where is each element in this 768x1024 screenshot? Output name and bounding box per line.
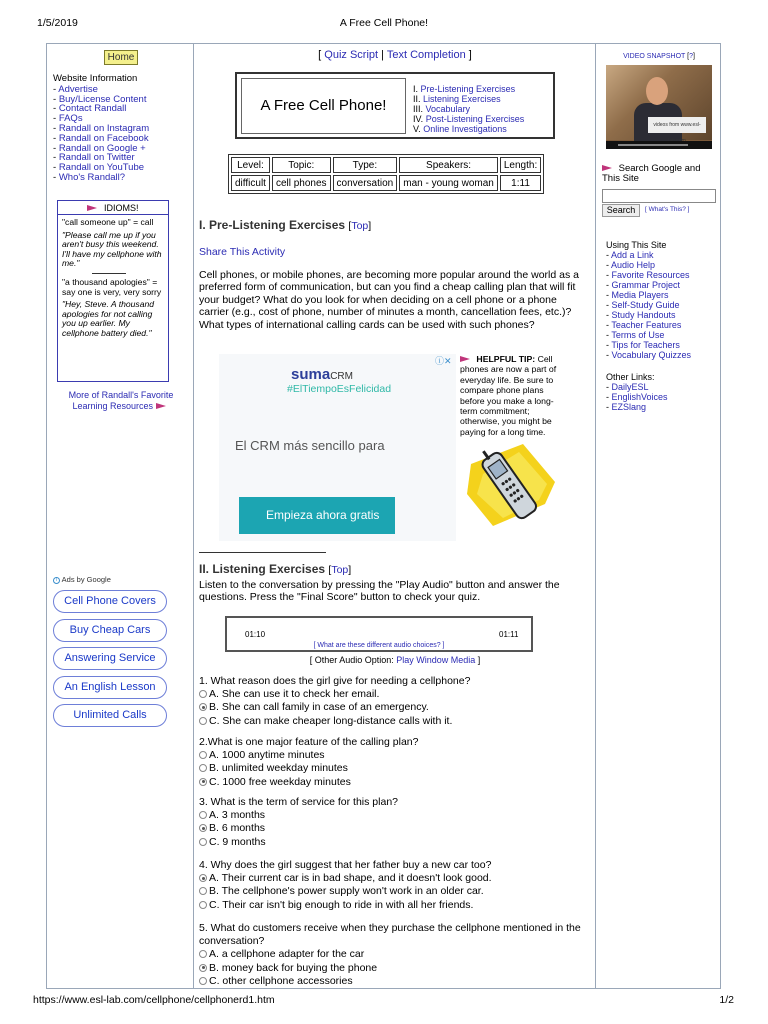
crm-brand-b: CRM	[330, 371, 353, 382]
toc-item	[413, 114, 524, 124]
search-label	[602, 164, 720, 184]
website-info-link[interactable]: Who's Randall?	[58, 171, 126, 183]
helpful-tip-text: Cell phones are now a part of everyday life. Be sure to compare phone plans before you make a long-term commitment; otherwise, you might be paying for a long time.	[460, 354, 557, 437]
top-link[interactable]: Top	[351, 220, 369, 232]
home-button[interactable]: Home	[104, 50, 138, 65]
using-site-item: - Vocabulary Quizzes	[606, 350, 692, 360]
website-info-links	[53, 85, 191, 183]
idiom-example: "Hey, Steve. A thousand apologies for not calling you up earlier. My cellphone battery died."	[62, 299, 155, 338]
section-pre-listening-title	[199, 218, 371, 232]
answer-option-text: A. She can use it to check her email.	[209, 688, 380, 701]
title-box	[235, 72, 555, 139]
other-link-item: - DailyESL	[606, 382, 649, 392]
answer-option-text: C. other cellphone accessories	[209, 974, 353, 987]
question-text: 2.What is one major feature of the calling plan?	[199, 736, 419, 748]
crm-logo	[291, 366, 353, 383]
main-content	[195, 44, 595, 988]
website-info-item: - Randall on Facebook	[53, 132, 149, 144]
website-info-link[interactable]: Randall on YouTube	[58, 162, 145, 174]
answer-option-text: C. 9 months	[209, 835, 266, 848]
info-value-cell: cell phones	[272, 175, 331, 191]
website-info-link[interactable]: Randall on Facebook	[58, 132, 149, 144]
using-this-site-title: Using This Site	[606, 240, 667, 250]
info-header-cell: Speakers:	[399, 157, 498, 173]
text-completion-link[interactable]: Text Completion	[386, 49, 466, 61]
info-value-cell: 1:11	[500, 175, 541, 191]
using-site-link[interactable]: Add a Link	[611, 250, 654, 260]
video-snapshot-title: VIDEO SNAPSHOT [?]	[623, 53, 695, 60]
answer-option[interactable]	[199, 948, 589, 961]
other-links-title: Other Links:	[606, 372, 655, 382]
website-info-link[interactable]: Randall on Instagram	[58, 122, 150, 134]
website-info-item: - Who's Randall?	[53, 171, 126, 183]
using-site-link[interactable]: Grammar Project	[611, 280, 681, 290]
website-info-item: - Randall on Google +	[53, 142, 146, 154]
info-value-cell: difficult	[231, 175, 270, 191]
website-info-link[interactable]: Contact Randall	[58, 103, 127, 115]
answer-radio[interactable]	[199, 690, 207, 698]
answer-option[interactable]	[199, 715, 589, 728]
video-snapshot-label[interactable]: VIDEO SNAPSHOT	[623, 53, 686, 60]
idioms-header	[58, 201, 168, 215]
print-footer	[0, 994, 768, 1008]
table-of-contents	[413, 84, 524, 134]
section-title-text: II. Listening Exercises	[199, 562, 326, 576]
answer-radio[interactable]	[199, 838, 207, 846]
quiz-question	[199, 796, 589, 849]
idiom-example: "Please call me up if you aren't busy this weekend. I'll have my cellphone with me."	[62, 229, 162, 269]
website-info-link[interactable]: Randall on Google +	[58, 142, 146, 154]
answer-option[interactable]	[199, 776, 589, 789]
section-title-text: I. Pre-Listening Exercises	[199, 218, 346, 232]
info-value-cell: conversation	[333, 175, 398, 191]
toc-link[interactable]: Vocabulary	[425, 104, 471, 114]
answer-radio[interactable]	[199, 977, 207, 985]
answer-option-text: B. The cellphone's power supply won't work in an older car.	[209, 885, 484, 898]
ad-link-button[interactable]: Unlimited Calls	[53, 704, 167, 727]
using-site-item: - Terms of Use	[606, 330, 665, 340]
listen-instructions: Listen to the conversation by pressing the "Play Audio" button and answer the questions. Press the "Final Score" button to check your quiz.	[199, 579, 560, 604]
nav-bracket-close: ]	[465, 49, 472, 61]
video-progress-track[interactable]	[618, 144, 688, 146]
other-audio-option	[195, 655, 595, 665]
print-title: A Free Cell Phone!	[339, 17, 429, 29]
toc-link[interactable]: Pre-Listening Exercises	[420, 84, 516, 94]
search-input[interactable]	[602, 189, 716, 203]
question-text: 3. What is the term of service for this plan?	[199, 796, 398, 808]
ad-link-button[interactable]: Answering Service	[53, 647, 167, 670]
crm-headline: El CRM más sencillo para	[235, 438, 385, 453]
answer-option[interactable]	[199, 872, 589, 885]
video-sign: videos from www.esl-	[648, 117, 706, 133]
website-info-link[interactable]: Buy/License Content	[58, 93, 147, 105]
more-resources-label[interactable]: More of Randall's Favorite Learning Resources	[68, 390, 174, 411]
search-label-text: Search Google and This Site	[602, 163, 701, 184]
website-info	[53, 74, 191, 183]
info-header-cell: Topic:	[272, 157, 331, 173]
answer-option[interactable]	[199, 962, 589, 975]
nav-bracket-open: [	[318, 49, 325, 61]
answer-option[interactable]	[199, 688, 589, 701]
toc-number: III.	[413, 104, 424, 114]
crm-cta-button[interactable]: Empieza ahora gratis	[239, 497, 395, 534]
whats-this-link[interactable]: [ What's This? ]	[645, 206, 690, 213]
using-site-item: - Teacher Features	[606, 320, 682, 330]
idioms-box	[57, 200, 169, 382]
using-site-link[interactable]: Terms of Use	[611, 330, 665, 340]
using-site-link[interactable]: Study Handouts	[611, 310, 676, 320]
audio-choices-link[interactable]: [ What are these different audio choices? ]	[313, 642, 445, 649]
top-link-wrap: [Top]	[328, 564, 352, 576]
using-site-item: - Add a Link	[606, 250, 654, 260]
using-site-link[interactable]: Self-Study Guide	[611, 300, 680, 310]
audio-player[interactable]	[225, 616, 533, 652]
website-info-item: - FAQs	[53, 113, 83, 125]
answer-radio[interactable]	[199, 950, 207, 958]
answer-option[interactable]	[199, 836, 589, 849]
quiz-question	[199, 736, 589, 789]
answer-option[interactable]	[199, 975, 589, 988]
info-header-cell: Length:	[500, 157, 541, 173]
more-resources-link[interactable]	[51, 390, 191, 412]
section-listening-title	[199, 562, 351, 576]
website-info-link[interactable]: Advertise	[58, 83, 98, 95]
other-links-list	[606, 382, 720, 412]
toc-number: IV.	[413, 114, 424, 124]
section-divider	[199, 552, 326, 553]
print-date: 1/5/2019	[37, 17, 78, 29]
idioms-body	[58, 215, 168, 345]
website-info-title: Website Information	[53, 73, 138, 84]
idioms-title: IDIOMS!	[104, 203, 139, 213]
toc-item	[413, 104, 524, 114]
answer-radio[interactable]	[199, 778, 207, 786]
toc-number: II.	[413, 94, 421, 104]
toc-number: I.	[413, 84, 419, 94]
answer-radio[interactable]	[199, 901, 207, 909]
website-info-item: - Randall on Twitter	[53, 152, 135, 164]
player-elapsed-time: 01:10	[245, 630, 266, 639]
using-site-item: - Media Players	[606, 290, 669, 300]
answer-option-text: A. 1000 anytime minutes	[209, 749, 325, 762]
idiom-divider	[92, 273, 126, 274]
print-page-number: 1/2	[719, 994, 734, 1006]
quiz-question	[199, 922, 589, 988]
toc-link[interactable]: Post-Listening Exercises	[425, 114, 525, 124]
top-link-wrap: [Top]	[348, 220, 372, 232]
nav-separator: |	[378, 49, 387, 61]
intro-paragraph: Cell phones, or mobile phones, are becoming more popular around the world as a preferred form of communication, but can you find a cheap calling plan that will fit your budget? What do you look for when deciding on a cell phone or a phone carrier (e.g., cost of phone, number of minutes a month, cancellation fees, etc.)? What types of international calling cards can be used with such phones?	[199, 269, 579, 331]
answer-option-text: C. Their car isn't big enough to ride in with all her friends.	[209, 898, 474, 911]
answer-radio[interactable]	[199, 764, 207, 772]
answer-option-text: A. Their current car is in bad shape, and it doesn't look good.	[209, 872, 492, 885]
player-total-time: 01:11	[499, 630, 519, 639]
website-info-item: - Randall on Instagram	[53, 122, 150, 134]
ad-link-button[interactable]: An English Lesson	[53, 676, 167, 699]
using-this-site-links	[606, 250, 720, 360]
flag-icon	[156, 403, 170, 410]
adchoices-icon: i	[53, 577, 60, 584]
using-site-link[interactable]: Audio Help	[611, 260, 656, 270]
answer-option-text: B. 6 months	[209, 822, 266, 835]
using-site-item: - Grammar Project	[606, 280, 681, 290]
website-info-link[interactable]: Randall on Twitter	[58, 152, 135, 164]
question-text: 4. Why does the girl suggest that her father buy a new car too?	[199, 859, 492, 871]
answer-option[interactable]	[199, 762, 589, 775]
answer-option-text: C. She can make cheaper long-distance calls with it.	[209, 714, 453, 727]
info-value-cell: man - young woman	[399, 175, 498, 191]
right-sidebar	[595, 44, 721, 988]
print-header	[0, 17, 768, 31]
question-text: 1. What reason does the girl give for needing a cellphone?	[199, 675, 471, 687]
crm-tagline: #ElTiempoEsFelicidad	[287, 383, 392, 395]
quiz-script-link[interactable]: Quiz Script	[324, 49, 379, 61]
other-audio-suffix: ]	[475, 655, 481, 665]
ad-link-button[interactable]: Cell Phone Covers	[53, 590, 167, 613]
top-link[interactable]: Top	[331, 564, 349, 576]
using-site-item: - Study Handouts	[606, 310, 676, 320]
toc-item	[413, 84, 524, 94]
using-this-site	[606, 240, 720, 360]
answer-radio[interactable]	[199, 824, 207, 832]
lesson-info-table	[228, 154, 544, 194]
answer-option[interactable]	[199, 701, 589, 714]
answer-option[interactable]	[199, 822, 589, 835]
answer-radio[interactable]	[199, 874, 207, 882]
share-activity-link[interactable]: Share This Activity	[199, 246, 286, 258]
website-info-item: - Buy/License Content	[53, 93, 147, 105]
toc-link[interactable]: Online Investigations	[423, 124, 507, 134]
other-link[interactable]: EnglishVoices	[611, 392, 668, 402]
video-controls[interactable]	[606, 141, 712, 149]
answer-radio[interactable]	[199, 751, 207, 759]
idiom-definition: "call someone up" = call	[62, 217, 154, 227]
answer-radio[interactable]	[199, 703, 207, 711]
answer-option-text: C. 1000 free weekday minutes	[209, 775, 351, 788]
cellphone-illustration	[463, 442, 558, 528]
info-header-cell: Level:	[231, 157, 270, 173]
quiz-question	[199, 859, 589, 912]
other-link-item: - EnglishVoices	[606, 392, 668, 402]
using-site-item: - Tips for Teachers	[606, 340, 680, 350]
info-value-row	[231, 175, 541, 191]
using-site-link[interactable]: Teacher Features	[611, 320, 682, 330]
answer-option[interactable]	[199, 899, 589, 912]
crm-advertisement[interactable]	[219, 354, 456, 541]
adchoices-icon[interactable]: ⓘ✕	[435, 356, 452, 366]
info-header-row	[231, 157, 541, 173]
other-link[interactable]: DailyESL	[611, 382, 649, 392]
using-site-item: - Self-Study Guide	[606, 300, 680, 310]
website-info-item: - Advertise	[53, 83, 98, 95]
ad-link-button[interactable]: Buy Cheap Cars	[53, 619, 167, 642]
ads-by-label: Ads by Google	[61, 575, 111, 584]
answer-radio[interactable]	[199, 811, 207, 819]
quiz-question	[199, 675, 589, 728]
search-button[interactable]: Search	[602, 204, 640, 217]
answer-option-text: B. unlimited weekday minutes	[209, 762, 348, 775]
other-link[interactable]: EZSlang	[611, 402, 647, 412]
answer-option-text: A. a cellphone adapter for the car	[209, 948, 365, 961]
flag-icon	[460, 356, 474, 363]
using-site-link[interactable]: Tips for Teachers	[611, 340, 680, 350]
quiz-nav	[195, 49, 595, 61]
answer-option-text: B. money back for buying the phone	[209, 961, 378, 974]
other-link-item: - EZSlang	[606, 402, 647, 412]
answer-option[interactable]	[199, 885, 589, 898]
using-site-item: - Favorite Resources	[606, 270, 690, 280]
left-sidebar	[47, 44, 194, 988]
flag-icon	[602, 165, 616, 172]
answer-option[interactable]	[199, 809, 589, 822]
answer-radio[interactable]	[199, 887, 207, 895]
other-audio-prefix: [ Other Audio Option:	[309, 655, 397, 665]
video-person-face	[646, 77, 668, 105]
idiom-definition: "a thousand apologies" = say one is very, very sorry	[62, 276, 162, 297]
video-snapshot[interactable]	[606, 65, 712, 149]
crm-brand-a: suma	[291, 366, 331, 383]
using-site-link[interactable]: Vocabulary Quizzes	[611, 350, 692, 360]
ads-by-google[interactable]	[53, 575, 111, 584]
toc-link[interactable]: Listening Exercises	[423, 94, 501, 104]
toc-number: V.	[413, 124, 421, 134]
using-site-link[interactable]: Favorite Resources	[611, 270, 690, 280]
print-url: https://www.esl-lab.com/cellphone/cellphonerd1.htm	[33, 994, 275, 1006]
toc-item	[413, 94, 524, 104]
toc-item	[413, 124, 524, 134]
website-info-item: - Randall on YouTube	[53, 162, 145, 174]
website-info-link[interactable]: FAQs	[58, 113, 83, 125]
video-help-link[interactable]: ?	[689, 53, 693, 60]
helpful-tip-title: HELPFUL TIP:	[476, 354, 536, 364]
using-site-link[interactable]: Media Players	[611, 290, 669, 300]
flag-icon	[87, 205, 101, 212]
website-info-item: - Contact Randall	[53, 103, 127, 115]
info-header-cell: Type:	[333, 157, 398, 173]
page-frame	[46, 43, 721, 989]
answer-radio[interactable]	[199, 717, 207, 725]
helpful-tip	[460, 354, 563, 437]
answer-radio[interactable]	[199, 964, 207, 972]
answer-option[interactable]	[199, 749, 589, 762]
using-site-item: - Audio Help	[606, 260, 656, 270]
question-text: 5. What do customers receive when they purchase the cellphone mentioned in the conversation?	[199, 922, 581, 948]
answer-option-text: A. 3 months	[209, 809, 266, 822]
answer-option-text: B. She can call family in case of an emergency.	[209, 701, 429, 714]
other-links	[606, 372, 720, 412]
page-title: A Free Cell Phone!	[241, 78, 406, 134]
play-window-media-link[interactable]: Play Window Media	[396, 655, 476, 665]
